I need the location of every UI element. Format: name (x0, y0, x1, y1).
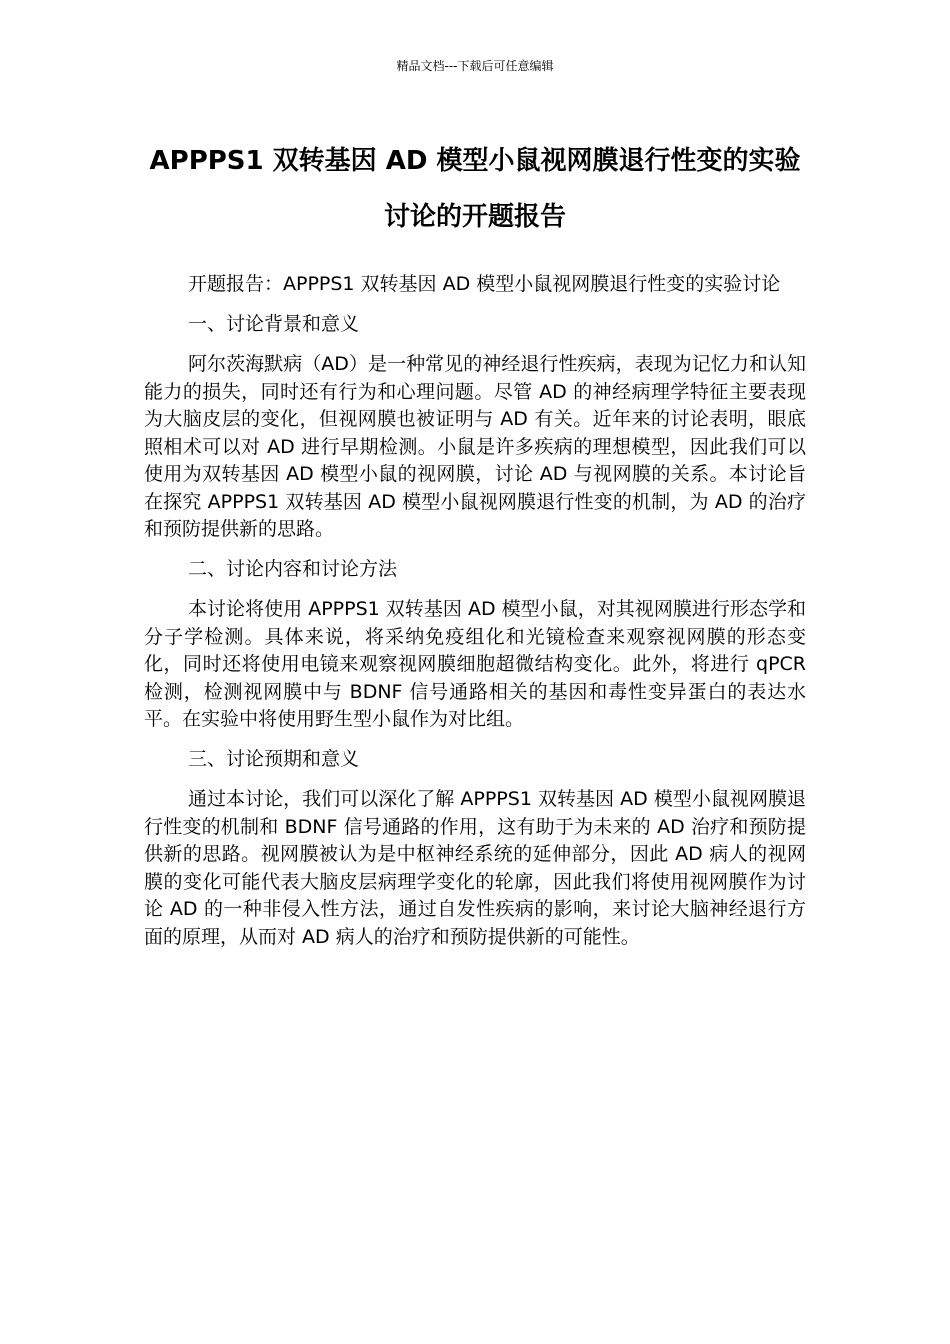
section-heading-expectations: 三、讨论预期和意义 (188, 747, 360, 770)
section-text-background: 阿尔茨海默病（AD）是一种常见的神经退行性疾病，表现为记忆力和认知能力的损失，同时还有行为和心理问题。尽管 AD 的神经病理学特征主要表现为大脑皮层的变化，但视网膜也被证明与 AD 有关。近年来的讨论表明，眼底照相术可以对 AD 进行早期检测。小鼠是许多疾病的理想模型，因此我们可以使用为双转基因 AD 模型小鼠的视网膜，讨论 AD 与视网膜的关系。本讨论旨在探究 APPPS1 双转基因 AD 模型小鼠视网膜退行性变的机制，为 AD 的治疗和预防提供新的思路。 (144, 353, 806, 540)
intro-paragraph: 开题报告：APPPS1 双转基因 AD 模型小鼠视网膜退行性变的实验讨论 (188, 273, 781, 295)
section-heading-methods: 二、讨论内容和讨论方法 (188, 557, 398, 580)
document-body (144, 271, 806, 951)
header-note: 精品文档---下载后可任意编辑 (396, 59, 554, 73)
section-heading-background: 一、讨论背景和意义 (188, 312, 360, 335)
document-title: APPPS1 双转基因 AD 模型小鼠视网膜退行性变的实验讨论的开题报告 (149, 146, 801, 232)
section-text-expectations: 通过本讨论，我们可以深化了解 APPPS1 双转基因 AD 模型小鼠视网膜退行性变的机制和 BDNF 信号通路的作用，这有助于为未来的 AD 治疗和预防提供新的思路。视网膜被认为是中枢神经系统的延伸部分，因此 AD 病人的视网膜的变化可能代表大脑皮层病理学变化的轮廓，因此我们将使用视网膜作为讨论 AD 的一种非侵入性方法，通过自发性疾病的影响，来讨论大脑神经退行方面的原理，从而对 AD 病人的治疗和预防提供新的可能性。 (144, 788, 806, 948)
section-text-methods: 本讨论将使用 APPPS1 双转基因 AD 模型小鼠，对其视网膜进行形态学和分子学检测。具体来说，将采纳免疫组化和光镜检查来观察视网膜的形态变化，同时还将使用电镜来观察视网膜细胞超微结构变化。此外，将进行 qPCR 检测，检测视网膜中与 BDNF 信号通路相关的基因和毒性变异蛋白的表达水平。在实验中将使用野生型小鼠作为对比组。 (144, 598, 806, 730)
